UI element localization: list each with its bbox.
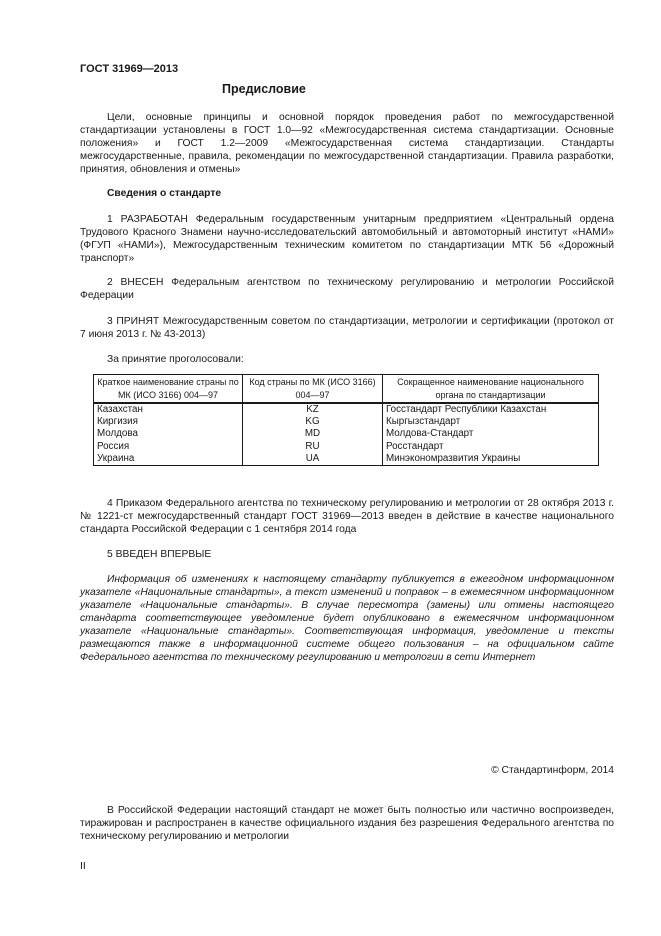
country-code: UA bbox=[243, 453, 383, 466]
national-body: Кыргызстандарт bbox=[383, 416, 599, 428]
national-body: Молдова-Стандарт bbox=[383, 428, 599, 440]
header-country: Краткое наименование страны по МК (ИСО 3166) 004—97 bbox=[94, 375, 243, 404]
document-code: ГОСТ 31969—2013 bbox=[80, 63, 179, 75]
page-number: II bbox=[80, 860, 86, 872]
section-heading: Сведения о стандарте bbox=[107, 188, 222, 199]
rights-notice: В Российской Федерации настоящий стандарт не может быть полностью или частично воспроизведен, тиражирован и распространен в качестве официального издания без разрешения Федерального агентства по техническому регулированию и метрологии bbox=[80, 805, 614, 842]
info-notice: Информация об изменениях к настоящему стандарту публикуется в ежегодном информационном указателе «Национальные стандарты», а текст изменений и поправок – в ежемесячном информационном указателе «Национальные стандарты». В случае пересмотра (замены) или отмены настоящего стандарта соответствующее уведомление будет опубликовано в ежемесячном информационном указателе «Национальные стандарты». Соответствующая информация, уведомление и тексты размещаются также в информационной системе общего пользования – на официальном сайте Федерального агентства по техническому регулированию и метрологии в сети Интернет bbox=[80, 574, 614, 663]
copyright: © Стандартинформ, 2014 bbox=[491, 765, 614, 776]
country-name: Россия bbox=[94, 441, 243, 453]
item-developed: 1 РАЗРАБОТАН Федеральным государственным унитарным предприятием «Центральный ордена Трудового Красного Знамени научно-исследовательский автомобильный и автомоторный институт «НАМИ» (ФГУП «НАМИ»), Межгосударственным техническим комитетом по стандартизации МТК 56 «Дорожный транспорт» bbox=[80, 214, 614, 264]
country-code: KG bbox=[243, 416, 383, 428]
country-code: MD bbox=[243, 428, 383, 440]
table-row bbox=[94, 453, 599, 466]
table-row bbox=[94, 416, 599, 428]
header-organization: Сокращенное наименование национального органа по стандартизации bbox=[383, 375, 599, 404]
item-submitted: 2 ВНЕСЕН Федеральным агентством по техническому регулированию и метрологии Российской Федерации bbox=[80, 277, 614, 301]
header-code: Код страны по МК (ИСО 3166) 004—97 bbox=[243, 375, 383, 404]
country-code: RU bbox=[243, 441, 383, 453]
national-body: Госстандарт Республики Казахстан bbox=[383, 403, 599, 416]
voting-table bbox=[93, 374, 599, 466]
country-name: Киргизия bbox=[94, 416, 243, 428]
country-name: Казахстан bbox=[94, 403, 243, 416]
item-first-introduced: 5 ВВЕДЕН ВПЕРВЫЕ bbox=[107, 549, 212, 560]
table-header-row bbox=[94, 375, 599, 404]
country-code: KZ bbox=[243, 403, 383, 416]
country-name: Украина bbox=[94, 453, 243, 466]
item-order: 4 Приказом Федерального агентства по техническому регулированию и метрологии от 28 октября 2013 г. № 1221-ст межгосударственный стандарт ГОСТ 31969—2013 введен в действие в качестве национального стандарта Российской Федерации с 1 сентября 2014 года bbox=[80, 498, 614, 535]
item-adopted: 3 ПРИНЯТ Межгосударственным советом по стандартизации, метрологии и сертификации (протокол от 7 июня 2013 г. № 43-2013) bbox=[80, 316, 614, 340]
table-row bbox=[94, 441, 599, 453]
table-row bbox=[94, 428, 599, 440]
national-body: Росстандарт bbox=[383, 441, 599, 453]
national-body: Минэкономразвития Украины bbox=[383, 453, 599, 466]
table-row bbox=[94, 403, 599, 416]
page-title: Предисловие bbox=[222, 82, 306, 96]
country-name: Молдова bbox=[94, 428, 243, 440]
voting-label: За принятие проголосовали: bbox=[107, 354, 244, 365]
intro-paragraph: Цели, основные принципы и основной порядок проведения работ по межгосударственной стандартизации установлены в ГОСТ 1.0—92 «Межгосударственная система стандартизации. Основные положения» и ГОСТ 1.2—2009 «Межгосударственная система стандартизации. Стандарты межгосударственные, правила, рекомендации по межгосударственной стандартизации. Правила разработки, принятия, обновления и отмены» bbox=[80, 112, 614, 175]
